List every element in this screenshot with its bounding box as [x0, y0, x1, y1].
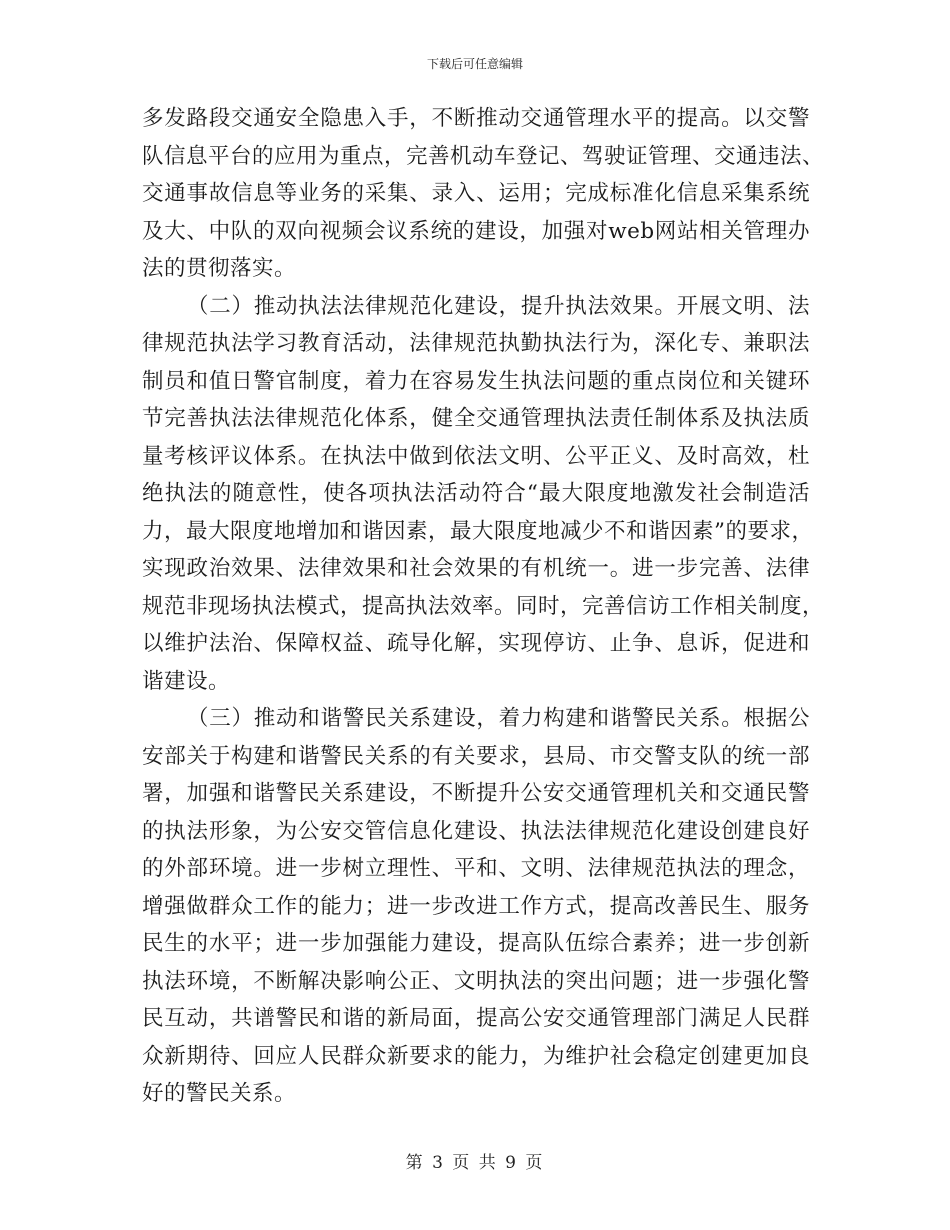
text-line: 规范非现场执法模式，提高执法效率。同时，完善信访工作相关制度，	[142, 593, 825, 619]
paragraph-2-first-line: （二）推动执法法律规范化建设，提升执法效果。开展文明、法	[187, 293, 810, 319]
text-line: 以维护法治、保障权益、疏导化解，实现停访、止争、息诉，促进和	[142, 631, 810, 656]
text-line: 民互动，共谱警民和谐的新局面，提高公安交通管理部门满足人民群	[142, 1006, 810, 1031]
page-number-footer: 第 3 页 共 9 页	[405, 1153, 545, 1173]
text-line: 交通事故信息等业务的采集、录入、运用；完成标准化信息采集系统	[142, 181, 810, 206]
paragraph-3-first-line: （三）推动和谐警民关系建设，着力构建和谐警民关系。根据公	[187, 706, 810, 731]
text-line: 众新期待、回应人民群众新要求的能力，为维护社会稳定创建更加良	[142, 1043, 810, 1069]
text-line: 实现政治效果、法律效果和社会效果的有机统一。进一步完善、法律	[142, 556, 810, 581]
text-line: 律规范执法学习教育活动，法律规范执勤执法行为，深化专、兼职法	[142, 331, 810, 356]
text-line: 及大、中队的双向视频会议系统的建设，加强对web网站相关管理办	[142, 218, 810, 244]
text-line: 力，最大限度地增加和谐因素，最大限度地减少不和谐因素”的要求，	[142, 518, 814, 544]
text-line: 的外部环境。进一步树立理性、平和、文明、法律规范执法的理念，	[142, 856, 810, 881]
text-line: 队信息平台的应用为重点，完善机动车登记、驾驶证管理、交通违法、	[142, 143, 825, 169]
text-line: 署，加强和谐警民关系建设，不断提升公安交通管理机关和交通民警	[142, 781, 810, 806]
text-line: 法的贯彻落实。	[142, 256, 297, 281]
text-line: 量考核评议体系。在执法中做到依法文明、公平正义、及时高效，杜	[142, 443, 810, 469]
text-line: 绝执法的随意性，使各项执法活动符合“最大限度地激发社会制造活	[142, 481, 810, 506]
page-header: 下载后可任意编辑	[426, 57, 523, 71]
text-line: 制员和值日警官制度，着力在容易发生执法问题的重点岗位和关键环	[142, 368, 810, 394]
text-line: 民生的水平；进一步加强能力建设，提高队伍综合素养；进一步创新	[142, 931, 810, 956]
document-body	[142, 100, 825, 1113]
text-line: 执法环境，不断解决影响公正、文明执法的突出问题；进一步强化警	[142, 968, 810, 994]
text-line: 谐建设。	[142, 668, 231, 694]
text-line: 多发路段交通安全隐患入手，不断推动交通管理水平的提高。以交警	[142, 106, 810, 131]
text-line: 好的警民关系。	[142, 1081, 297, 1106]
text-line: 增强做群众工作的能力；进一步改进工作方式，提高改善民生、服务	[142, 893, 810, 919]
text-line: 的执法形象，为公安交管信息化建设、执法法律规范化建设创建良好	[142, 818, 810, 844]
text-line: 节完善执法法律规范化体系，健全交通管理执法责任制体系及执法质	[142, 406, 810, 431]
text-line: 安部关于构建和谐警民关系的有关要求，县局、市交警支队的统一部	[142, 743, 810, 769]
